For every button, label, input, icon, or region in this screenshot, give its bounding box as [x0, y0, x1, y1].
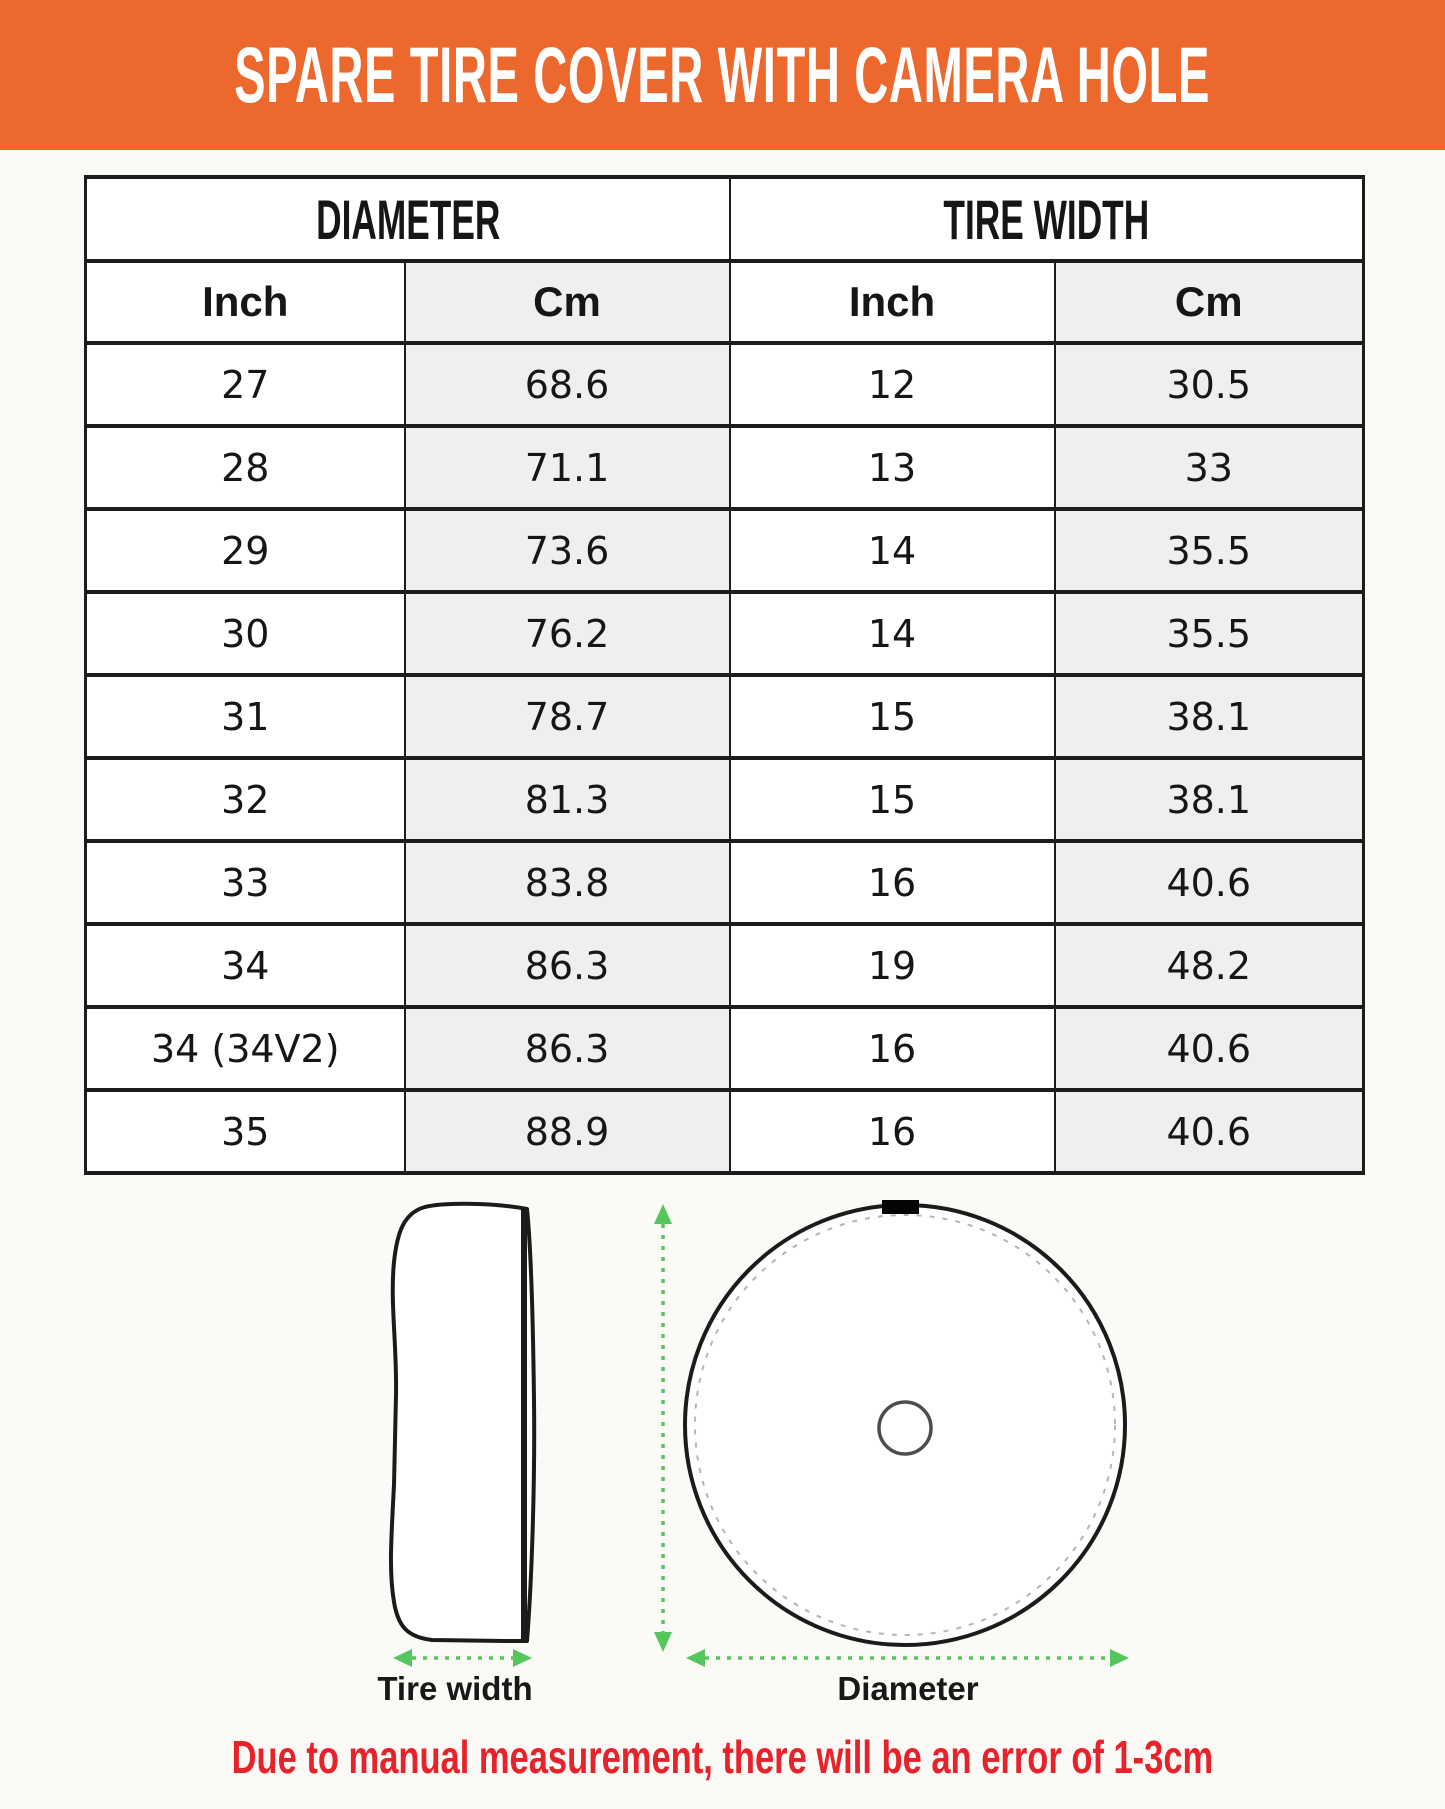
table-cell: 16 [730, 1007, 1055, 1090]
table-cell: 16 [730, 1090, 1055, 1173]
table-cell: 38.1 [1055, 675, 1364, 758]
table-cell: 34 (34V2) [86, 1007, 405, 1090]
table-cell: 34 [86, 924, 405, 1007]
table-cell: 68.6 [405, 343, 730, 426]
table-cell: 81.3 [405, 758, 730, 841]
tire-width-arrow [393, 1649, 532, 1667]
table-cell: 35 [86, 1090, 405, 1173]
size-table-body [86, 343, 1364, 1173]
col-header-width-cm: Cm [1055, 261, 1364, 343]
table-cell: 83.8 [405, 841, 730, 924]
group-header-row [86, 177, 1364, 261]
diameter-label: Diameter [837, 1670, 979, 1707]
table-cell: 15 [730, 758, 1055, 841]
table-row [86, 675, 1364, 758]
table-cell: 28 [86, 426, 405, 509]
diameter-horizontal-arrow [686, 1649, 1129, 1667]
table-cell: 76.2 [405, 592, 730, 675]
table-cell: 40.6 [1055, 841, 1364, 924]
table-row [86, 426, 1364, 509]
tire-front-view-diagram [685, 1200, 1125, 1645]
size-chart-table [84, 175, 1365, 1175]
tire-side-view-diagram [391, 1204, 534, 1641]
col-header-width-inch: Inch [730, 261, 1055, 343]
col-header-diameter-inch: Inch [86, 261, 405, 343]
table-row [86, 758, 1364, 841]
table-cell: 30 [86, 592, 405, 675]
tire-side-outline [391, 1204, 534, 1641]
table-cell: 86.3 [405, 924, 730, 1007]
table-cell: 32 [86, 758, 405, 841]
table-cell: 35.5 [1055, 592, 1364, 675]
top-tab-marker [882, 1200, 919, 1214]
table-row [86, 841, 1364, 924]
disclaimer-banner [0, 1726, 1445, 1788]
table-cell: 30.5 [1055, 343, 1364, 426]
table-row [86, 592, 1364, 675]
tire-width-label: Tire width [377, 1670, 533, 1707]
table-cell: 16 [730, 841, 1055, 924]
table-cell: 88.9 [405, 1090, 730, 1173]
table-cell: 73.6 [405, 509, 730, 592]
disclaimer-text: Due to manual measurement, there will be an error of 1-3cm [231, 1731, 1214, 1783]
table-cell: 40.6 [1055, 1090, 1364, 1173]
table-cell: 14 [730, 592, 1055, 675]
table-cell: 40.6 [1055, 1007, 1364, 1090]
table-row [86, 343, 1364, 426]
table-cell: 86.3 [405, 1007, 730, 1090]
title-banner [0, 0, 1445, 150]
table-cell: 13 [730, 426, 1055, 509]
table-cell: 19 [730, 924, 1055, 1007]
table-row [86, 1007, 1364, 1090]
table-cell: 31 [86, 675, 405, 758]
camera-hole-icon [879, 1402, 931, 1454]
col-header-diameter-cm: Cm [405, 261, 730, 343]
table-cell: 27 [86, 343, 405, 426]
table-cell: 78.7 [405, 675, 730, 758]
table-cell: 29 [86, 509, 405, 592]
diameter-vertical-arrow [654, 1204, 672, 1652]
table-cell: 15 [730, 675, 1055, 758]
table-cell: 14 [730, 509, 1055, 592]
table-row [86, 509, 1364, 592]
tire-diagrams [0, 1150, 1445, 1726]
tire-width-group-header: TIRE WIDTH [730, 177, 1364, 261]
subheader-row [86, 261, 1364, 343]
table-cell: 71.1 [405, 426, 730, 509]
page-title: SPARE TIRE COVER WITH CAMERA HOLE [234, 30, 1211, 120]
table-cell: 33 [86, 841, 405, 924]
table-cell: 38.1 [1055, 758, 1364, 841]
table-cell: 48.2 [1055, 924, 1364, 1007]
table-cell: 33 [1055, 426, 1364, 509]
table-row [86, 924, 1364, 1007]
table-cell: 35.5 [1055, 509, 1364, 592]
table-cell: 12 [730, 343, 1055, 426]
diameter-group-header: DIAMETER [86, 177, 730, 261]
